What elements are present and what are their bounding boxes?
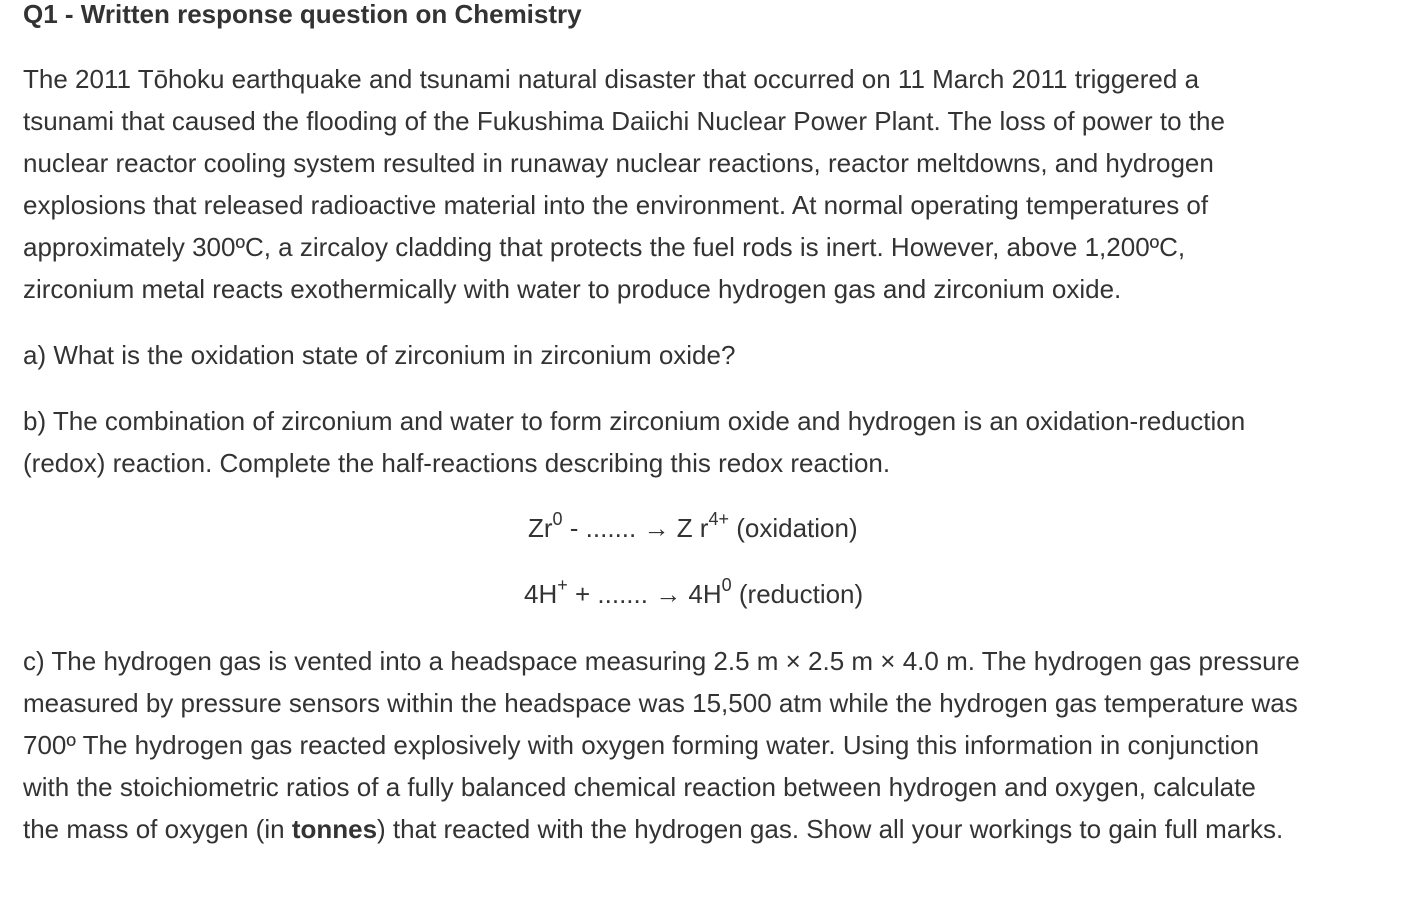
reduction-reactant-charge: +	[557, 575, 568, 595]
oxidation-blank: - .......	[562, 513, 644, 543]
reduction-product-charge: 0	[721, 575, 732, 595]
reduction-reactant: 4H	[524, 579, 558, 609]
question-c-line	[23, 808, 1413, 850]
intro-paragraph	[23, 58, 1413, 310]
question-c-line: with the stoichiometric ratios of a fully balanced chemical reaction between hydrogen and oxygen, calculate	[23, 772, 1256, 802]
oxidation-half-reaction	[528, 508, 858, 548]
intro-line: nuclear reactor cooling system resulted in runaway nuclear reactions, reactor meltdowns, and hydrogen	[23, 148, 1214, 178]
reduction-blank: + .......	[567, 579, 656, 609]
question-c-last-before: the mass of oxygen (in	[23, 814, 292, 844]
oxidation-product-charge: 4+	[708, 509, 729, 529]
intro-line: zirconium metal reacts exothermically with water to produce hydrogen gas and zirconium oxide.	[23, 274, 1122, 304]
question-c-last-after: ) that reacted with the hydrogen gas. Show all your workings to gain full marks.	[377, 814, 1284, 844]
oxidation-reactant: Zr	[528, 513, 553, 543]
reduction-half-reaction	[524, 574, 863, 614]
question-c-line: c) The hydrogen gas is vented into a headspace measuring 2.5 m × 2.5 m × 4.0 m. The hydrogen gas pressure	[23, 646, 1300, 676]
question-b	[23, 400, 1413, 484]
question-b-line: (redox) reaction. Complete the half-reactions describing this redox reaction.	[23, 448, 891, 478]
reduction-label: (reduction)	[731, 579, 864, 609]
question-a-text: a) What is the oxidation state of zirconium in zirconium oxide?	[23, 340, 736, 370]
question-c-unit-bold: tonnes	[291, 814, 378, 844]
question-c-line: 700º The hydrogen gas reacted explosively with oxygen forming water. Using this information in conjunction	[23, 730, 1260, 760]
intro-line: explosions that released radioactive material into the environment. At normal operating temperatures of	[23, 190, 1209, 220]
question-c	[23, 640, 1413, 850]
oxidation-reactant-charge: 0	[552, 509, 563, 529]
reduction-product: → 4H	[655, 579, 722, 609]
question-title: Q1 - Written response question on Chemistry	[23, 0, 582, 29]
intro-line: The 2011 Tōhoku earthquake and tsunami natural disaster that occurred on 11 March 2011 triggered a	[23, 64, 1200, 94]
question-c-line: measured by pressure sensors within the headspace was 15,500 atm while the hydrogen gas temperature was	[23, 688, 1298, 718]
oxidation-label: (oxidation)	[729, 513, 858, 543]
intro-line: tsunami that caused the flooding of the Fukushima Daiichi Nuclear Power Plant. The loss of power to the	[23, 106, 1225, 136]
oxidation-product: → Z r	[643, 513, 709, 543]
intro-line: approximately 300ºC, a zircaloy cladding that protects the fuel rods is inert. However, above 1,200ºC,	[23, 232, 1186, 262]
question-a	[23, 334, 1413, 376]
question-b-line: b) The combination of zirconium and water to form zirconium oxide and hydrogen is an oxidation-reduction	[23, 406, 1246, 436]
